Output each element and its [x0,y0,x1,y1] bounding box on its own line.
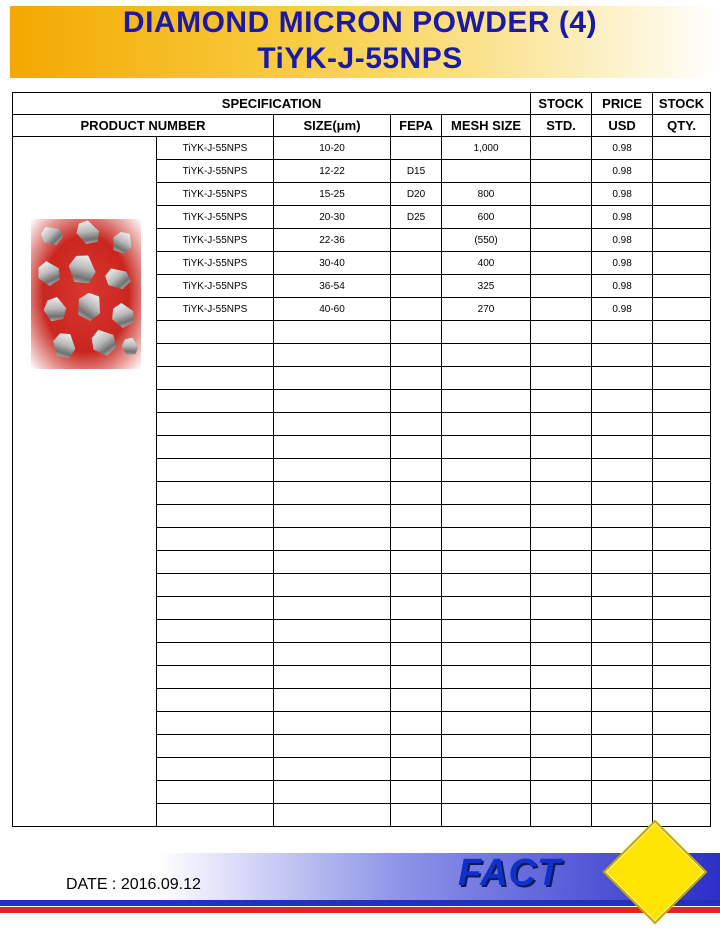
price-usd-cell [592,390,653,413]
mesh-size-cell [442,160,531,183]
product-number-cell [157,321,274,344]
product-number-cell: TiYK-J-55NPS [157,252,274,275]
stock-qty-cell [653,505,711,528]
size-cell: 10-20 [274,137,391,160]
stock-qty-cell [653,344,711,367]
product-image-cell [13,137,157,827]
stock-std-cell [531,551,592,574]
price-usd-cell [592,804,653,827]
price-usd-cell [592,367,653,390]
stock-qty-cell [653,597,711,620]
product-number-cell [157,666,274,689]
price-usd-cell [592,482,653,505]
size-cell [274,712,391,735]
fepa-cell [391,666,442,689]
mesh-size-cell: 270 [442,298,531,321]
stock-qty-cell [653,390,711,413]
size-cell: 20-30 [274,206,391,229]
stock-std-cell [531,620,592,643]
product-number-cell: TiYK-J-55NPS [157,275,274,298]
stock-qty-cell [653,735,711,758]
size-cell [274,643,391,666]
mesh-size-cell [442,436,531,459]
fepa-cell [391,505,442,528]
stock-qty-cell [653,183,711,206]
stock-std-cell [531,689,592,712]
fepa-cell [391,344,442,367]
stock-std-cell [531,229,592,252]
diamond-crystal [104,268,132,290]
stock-qty-cell [653,436,711,459]
stock-std-cell [531,574,592,597]
fepa-cell [391,459,442,482]
specification-header: SPECIFICATION [13,93,531,115]
stock-qty-cell [653,804,711,827]
stock-qty-cell [653,758,711,781]
product-number-cell [157,643,274,666]
fepa-header: FEPA [391,115,442,137]
stock-qty-cell [653,781,711,804]
fepa-cell [391,643,442,666]
size-cell [274,689,391,712]
price-usd-cell [592,620,653,643]
stock-std-cell [531,344,592,367]
mesh-size-header: MESH SIZE [442,115,531,137]
mesh-size-cell: 600 [442,206,531,229]
mesh-size-cell [442,390,531,413]
fepa-cell [391,712,442,735]
product-number-cell [157,781,274,804]
price-usd-cell: 0.98 [592,275,653,298]
size-header: SIZE(μm) [274,115,391,137]
stock-std-cell [531,160,592,183]
mesh-size-cell [442,597,531,620]
stock-std-cell [531,390,592,413]
diamond-crystal [109,230,134,257]
fepa-cell [391,597,442,620]
price-usd-cell [592,758,653,781]
stock-qty-cell [653,712,711,735]
product-number-cell [157,620,274,643]
stock-qty-cell [653,574,711,597]
diamond-crystal [89,329,119,357]
product-number-cell [157,367,274,390]
diamond-powder-photo [31,219,141,369]
price-usd-cell [592,436,653,459]
fepa-cell [391,735,442,758]
product-number-cell [157,804,274,827]
size-cell [274,505,391,528]
mesh-size-cell [442,781,531,804]
document-date: DATE : 2016.09.12 [66,876,201,893]
mesh-size-cell [442,804,531,827]
stock-std-cell [531,137,592,160]
product-number-cell [157,551,274,574]
stock-std-cell [531,367,592,390]
stock-qty-cell [653,689,711,712]
mesh-size-cell: 1,000 [442,137,531,160]
specification-table [12,92,711,827]
product-number-cell [157,574,274,597]
diamond-crystal [39,294,72,326]
size-cell: 12-22 [274,160,391,183]
size-cell [274,620,391,643]
price-usd-cell: 0.98 [592,137,653,160]
size-cell [274,804,391,827]
diamond-crystal [34,259,64,288]
stock-qty-cell [653,275,711,298]
mesh-size-cell [442,574,531,597]
stock-std-cell [531,505,592,528]
price-usd-cell [592,712,653,735]
product-number-cell [157,436,274,459]
size-cell [274,735,391,758]
size-cell [274,482,391,505]
mesh-size-cell [442,735,531,758]
price-usd-cell [592,735,653,758]
fepa-cell [391,367,442,390]
product-number-cell [157,459,274,482]
product-number-cell [157,597,274,620]
mesh-size-cell [442,643,531,666]
price-usd-cell [592,505,653,528]
stock-std-cell [531,804,592,827]
price-usd-cell [592,344,653,367]
fepa-cell [391,413,442,436]
mesh-size-cell: 800 [442,183,531,206]
product-number-header: PRODUCT NUMBER [13,115,274,137]
price-usd-cell [592,413,653,436]
mesh-size-cell: 400 [442,252,531,275]
mesh-size-cell [442,712,531,735]
stock-qty-cell [653,367,711,390]
stock-std-cell [531,758,592,781]
price-usd-cell: 0.98 [592,298,653,321]
fepa-cell [391,528,442,551]
mesh-size-cell [442,551,531,574]
stock-qty-cell [653,551,711,574]
diamond-crystal [118,335,142,359]
stock-std-cell [531,459,592,482]
price-usd-cell: 0.98 [592,229,653,252]
footer-stripe-red [0,907,720,913]
stock-qty-cell [653,666,711,689]
fepa-cell [391,275,442,298]
mesh-size-cell: 325 [442,275,531,298]
price-usd-cell [592,643,653,666]
stock-std-cell [531,643,592,666]
stock-std-cell [531,528,592,551]
diamond-crystal [48,329,79,362]
fepa-cell [391,298,442,321]
price-usd-cell [592,574,653,597]
fepa-cell [391,781,442,804]
product-number-cell [157,344,274,367]
size-cell [274,436,391,459]
size-cell [274,551,391,574]
fepa-cell [391,574,442,597]
fepa-cell [391,758,442,781]
mesh-size-cell [442,459,531,482]
fepa-cell: D20 [391,183,442,206]
size-cell [274,459,391,482]
stock-qty-cell [653,137,711,160]
stock-std-cell [531,275,592,298]
stock-qty-cell [653,321,711,344]
fepa-cell [391,436,442,459]
size-cell [274,528,391,551]
diamond-crystal [75,291,104,323]
fepa-cell [391,252,442,275]
product-number-cell: TiYK-J-55NPS [157,160,274,183]
size-cell [274,344,391,367]
fepa-cell [391,321,442,344]
size-cell [274,574,391,597]
mesh-size-cell [442,666,531,689]
stock-qty-header-top: STOCK [653,93,711,115]
price-usd-cell: 0.98 [592,183,653,206]
stock-std-cell [531,781,592,804]
product-number-cell [157,528,274,551]
diamond-crystal [107,301,138,331]
stock-std-cell [531,482,592,505]
size-cell: 40-60 [274,298,391,321]
product-number-cell [157,689,274,712]
price-usd-cell [592,459,653,482]
price-usd-cell [592,551,653,574]
product-number-cell [157,413,274,436]
fepa-cell: D25 [391,206,442,229]
page-title: DIAMOND MICRON POWDER (4) [122,6,598,39]
size-cell [274,758,391,781]
stock-std-header-top: STOCK [531,93,592,115]
mesh-size-cell [442,620,531,643]
product-number-cell [157,712,274,735]
size-cell [274,781,391,804]
stock-std-cell [531,252,592,275]
fepa-cell [391,620,442,643]
stock-std-cell [531,735,592,758]
mesh-size-cell [442,344,531,367]
fepa-cell [391,482,442,505]
stock-qty-cell [653,413,711,436]
stock-qty-cell [653,229,711,252]
stock-std-cell [531,413,592,436]
stock-std-cell [531,183,592,206]
product-number-cell: TiYK-J-55NPS [157,206,274,229]
price-usd-cell [592,689,653,712]
diamond-crystal [41,227,63,245]
product-number-cell [157,505,274,528]
mesh-size-cell: (550) [442,229,531,252]
price-usd-cell: 0.98 [592,206,653,229]
size-cell: 30-40 [274,252,391,275]
mesh-size-cell [442,528,531,551]
stock-std-cell [531,712,592,735]
price-header-top: PRICE [592,93,653,115]
fepa-cell [391,137,442,160]
price-usd-cell: 0.98 [592,252,653,275]
stock-qty-cell [653,160,711,183]
price-usd-cell: 0.98 [592,160,653,183]
diamond-crystal [63,250,101,289]
stock-std-cell [531,436,592,459]
fepa-cell [391,804,442,827]
size-cell [274,666,391,689]
stock-qty-cell [653,298,711,321]
stock-qty-header: QTY. [653,115,711,137]
footer-stripe-blue [0,900,720,906]
product-number-cell: TiYK-J-55NPS [157,137,274,160]
mesh-size-cell [442,482,531,505]
product-number-cell: TiYK-J-55NPS [157,229,274,252]
size-cell: 22-36 [274,229,391,252]
size-cell [274,390,391,413]
stock-std-cell [531,321,592,344]
product-number-cell [157,735,274,758]
table-row [13,137,711,160]
product-number-cell [157,482,274,505]
stock-std-cell [531,206,592,229]
stock-std-cell [531,666,592,689]
product-number-cell [157,390,274,413]
size-cell [274,321,391,344]
mesh-size-cell [442,413,531,436]
stock-std-header: STD. [531,115,592,137]
mesh-size-cell [442,505,531,528]
fepa-cell: D15 [391,160,442,183]
size-cell [274,597,391,620]
fepa-cell [391,390,442,413]
stock-qty-cell [653,206,711,229]
diamond-crystal [72,217,105,249]
fepa-cell [391,229,442,252]
stock-qty-cell [653,482,711,505]
mesh-size-cell [442,367,531,390]
mesh-size-cell [442,689,531,712]
fepa-cell [391,551,442,574]
fact-logo: FACT [458,852,562,894]
size-cell: 36-54 [274,275,391,298]
stock-qty-cell [653,459,711,482]
stock-std-cell [531,597,592,620]
price-usd-cell [592,321,653,344]
price-usd-cell [592,781,653,804]
product-number-cell: TiYK-J-55NPS [157,298,274,321]
page-subtitle: TiYK-J-55NPS [257,42,463,75]
stock-qty-cell [653,252,711,275]
product-number-cell: TiYK-J-55NPS [157,183,274,206]
stock-qty-cell [653,620,711,643]
price-usd-cell [592,528,653,551]
product-number-cell [157,758,274,781]
size-cell [274,367,391,390]
size-cell: 15-25 [274,183,391,206]
price-usd-header: USD [592,115,653,137]
mesh-size-cell [442,758,531,781]
price-usd-cell [592,666,653,689]
size-cell [274,413,391,436]
mesh-size-cell [442,321,531,344]
price-usd-cell [592,597,653,620]
stock-qty-cell [653,528,711,551]
stock-qty-cell [653,643,711,666]
stock-std-cell [531,298,592,321]
fepa-cell [391,689,442,712]
